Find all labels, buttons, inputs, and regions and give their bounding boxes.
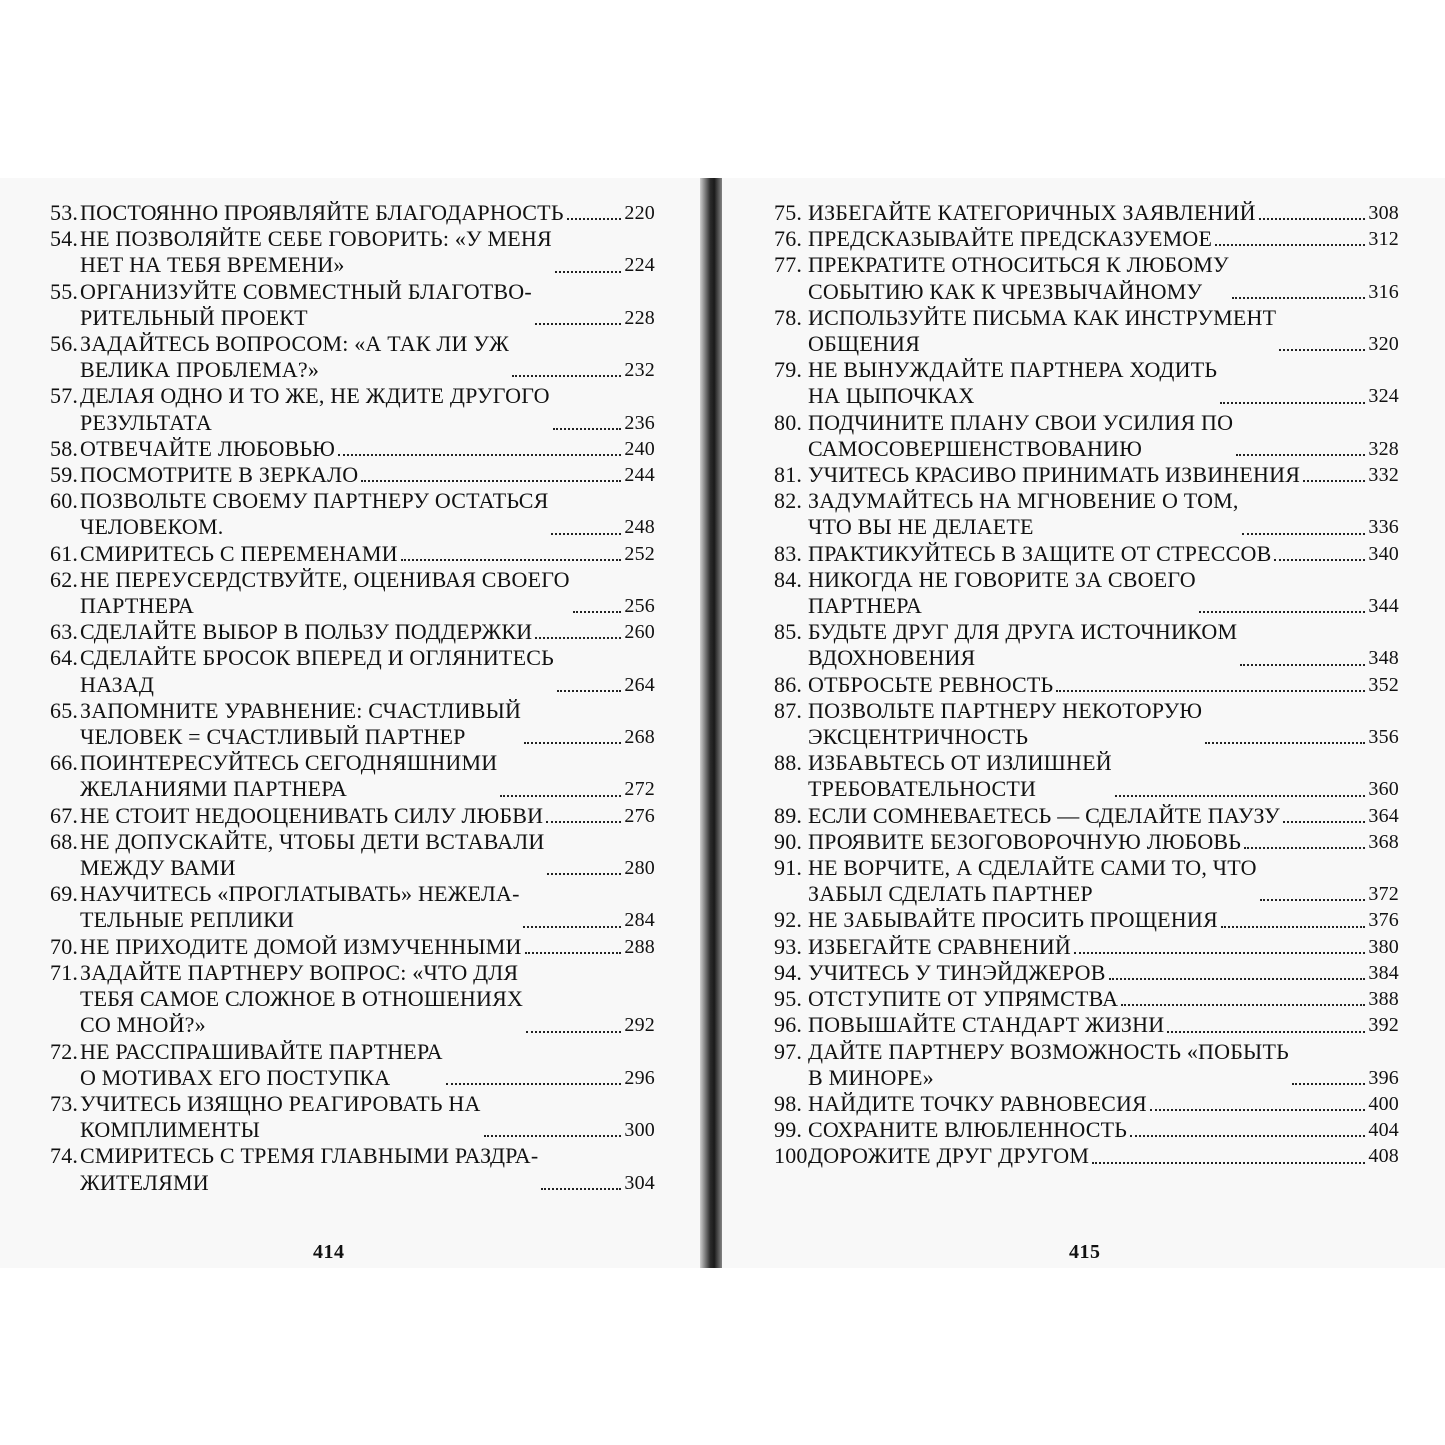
toc-entry-title: ПРЕКРАТИТЕ ОТНОСИТЬСЯ К ЛЮБОМУ СОБЫТИЮ КАК К ЧРЕЗВЫЧАЙНОМУ (808, 252, 1229, 304)
dot-leader (547, 873, 621, 875)
dot-leader (1109, 978, 1366, 980)
toc-entry (774, 1012, 1399, 1038)
toc-entry (774, 750, 1399, 802)
dot-leader (338, 454, 621, 456)
toc-entry-page: 292 (624, 1014, 655, 1037)
toc-entry-page: 324 (1368, 385, 1399, 408)
toc-entry-page: 396 (1368, 1066, 1399, 1089)
toc-entry-number: 70. (50, 933, 79, 959)
toc-entry-page: 328 (1368, 437, 1399, 460)
toc-entry-page: 272 (624, 778, 655, 801)
toc-entry-page: 252 (624, 542, 655, 565)
toc-entry-number: 57. (50, 383, 79, 409)
toc-entry-title: ИСПОЛЬЗУЙТЕ ПИСЬМА КАК ИНСТРУМЕНТ ОБЩЕНИЯ (808, 304, 1277, 357)
toc-list-left (50, 200, 655, 1196)
toc-entry-number: 53. (50, 200, 79, 225)
toc-entry (774, 357, 1399, 409)
toc-entry-title: СДЕЛАЙТЕ ВЫБОР В ПОЛЬЗУ ПОДДЕРЖКИ (80, 619, 533, 645)
toc-entry-number: 59. (50, 462, 79, 488)
toc-entry-page: 296 (624, 1066, 655, 1089)
toc-entry (774, 567, 1399, 619)
toc-entry-body (80, 1091, 655, 1143)
toc-entry-body (80, 279, 655, 331)
dot-leader (446, 1083, 622, 1085)
toc-entry-body (808, 698, 1399, 750)
toc-list-right (774, 200, 1399, 1170)
dot-leader (523, 926, 622, 928)
dot-leader (573, 611, 622, 613)
toc-entry (774, 698, 1399, 750)
toc-entry-body (808, 488, 1399, 540)
toc-entry-page: 240 (624, 437, 655, 460)
toc-entry-body (808, 619, 1399, 671)
toc-entry-title: ПРЕДСКАЗЫВАЙТЕ ПРЕДСКАЗУЕМОЕ (808, 226, 1213, 252)
toc-entry-body (80, 200, 655, 226)
dot-leader (546, 821, 621, 823)
toc-entry-number: 55. (50, 278, 79, 304)
toc-entry-title: ПОСТОЯННО ПРОЯВЛЯЙТЕ БЛАГОДАРНОСТЬ (80, 200, 564, 225)
toc-entry-number: 82. (774, 488, 803, 514)
toc-entry-number: 61. (50, 540, 79, 566)
toc-entry (50, 462, 655, 488)
dot-leader (500, 795, 621, 797)
toc-entry-page: 308 (1368, 202, 1399, 224)
dot-leader (1092, 1162, 1365, 1164)
toc-entry-page: 264 (624, 673, 655, 696)
toc-entry-page: 232 (624, 359, 655, 382)
toc-entry-title: НЕ СТОИТ НЕДООЦЕНИВАТЬ СИЛУ ЛЮБВИ (80, 802, 544, 828)
toc-entry-body (808, 357, 1399, 409)
toc-entry (50, 226, 655, 278)
toc-entry-page: 332 (1368, 464, 1399, 487)
dot-leader (1303, 480, 1365, 482)
toc-entry-title: УЧИТЕСЬ КРАСИВО ПРИНИМАТЬ ИЗВИНЕНИЯ (808, 462, 1301, 488)
toc-entry-number: 79. (774, 357, 803, 383)
toc-entry-number: 58. (50, 435, 79, 461)
toc-entry (50, 960, 655, 1039)
dot-leader (1236, 454, 1365, 456)
toc-entry (50, 829, 655, 881)
toc-entry-page: 228 (624, 306, 655, 329)
toc-entry-number: 68. (50, 828, 79, 854)
toc-entry-page: 220 (624, 202, 655, 224)
toc-entry-title: ЗАДАЙТЕ ПАРТНЕРУ ВОПРОС: «ЧТО ДЛЯ ТЕБЯ САМОЕ СЛОЖНОЕ В ОТНОШЕНИЯХ СО МНОЙ?» (80, 959, 524, 1038)
toc-entry (50, 331, 655, 383)
dot-leader (1056, 690, 1365, 692)
toc-entry-title: НЕ ПРИХОДИТЕ ДОМОЙ ИЗМУЧЕННЫМИ (80, 933, 522, 959)
toc-entry-body (80, 1039, 655, 1091)
dot-leader (1221, 926, 1366, 928)
dot-leader (1205, 742, 1365, 744)
toc-entry-body (80, 436, 655, 462)
toc-entry-body (80, 829, 655, 881)
toc-entry-body (808, 1117, 1399, 1143)
dot-leader (1115, 795, 1366, 797)
toc-entry-body (80, 645, 655, 697)
toc-entry-body (808, 672, 1399, 698)
toc-entry-title: СДЕЛАЙТЕ БРОСОК ВПЕРЕД И ОГЛЯНИТЕСЬ НАЗАД (80, 645, 554, 697)
page-number-right: 415 (1069, 1241, 1101, 1263)
toc-entry-number: 84. (774, 566, 803, 592)
toc-entry (774, 462, 1399, 488)
toc-entry-title: ПОДЧИНИТЕ ПЛАНУ СВОИ УСИЛИЯ ПО САМОСОВЕРШЕНСТВОВАНИЮ (808, 409, 1234, 461)
toc-entry-page: 320 (1368, 333, 1399, 356)
toc-entry-page: 368 (1368, 830, 1399, 853)
toc-entry-page: 336 (1368, 516, 1399, 539)
toc-entry-body (808, 1039, 1399, 1091)
toc-entry-body (80, 619, 655, 645)
toc-entry (774, 1117, 1399, 1143)
toc-entry-number: 93. (774, 933, 803, 959)
toc-entry-number: 81. (774, 462, 803, 488)
toc-entry-body (808, 803, 1399, 829)
toc-entry-page: 288 (624, 935, 655, 958)
toc-entry-title: НЕ ВОРЧИТЕ, А СДЕЛАЙТЕ САМИ ТО, ЧТО ЗАБЫЛ СДЕЛАТЬ ПАРТНЕР (808, 855, 1257, 907)
toc-entry-title: УЧИТЕСЬ ИЗЯЩНО РЕАГИРОВАТЬ НА КОМПЛИМЕНТЫ (80, 1090, 481, 1143)
toc-entry-title: НИКОГДА НЕ ГОВОРИТЕ ЗА СВОЕГО ПАРТНЕРА (808, 566, 1196, 619)
dot-leader (1292, 1083, 1365, 1085)
toc-entry (50, 567, 655, 619)
toc-entry-number: 91. (774, 855, 803, 881)
toc-entry-page: 312 (1368, 228, 1399, 251)
toc-entry-body (80, 881, 655, 933)
toc-entry-title: ОТБРОСЬТЕ РЕВНОСТЬ (808, 671, 1054, 697)
dot-leader (1259, 218, 1366, 220)
toc-entry-number: 100. (774, 1143, 814, 1169)
toc-entry-body (808, 1012, 1399, 1038)
toc-entry-body (80, 567, 655, 619)
dot-leader (1215, 244, 1365, 246)
toc-entry-number: 94. (774, 959, 803, 985)
toc-entry-title: ОТСТУПИТЕ ОТ УПРЯМСТВА (808, 986, 1119, 1012)
toc-entry-number: 73. (50, 1090, 79, 1116)
toc-entry-number: 85. (774, 619, 803, 645)
toc-entry-number: 89. (774, 802, 803, 828)
toc-entry-title: ЗАПОМНИТЕ УРАВНЕНИЕ: СЧАСТЛИВЫЙ ЧЕЛОВЕК = СЧАСТЛИВЫЙ ПАРТНЕР (80, 697, 522, 750)
toc-entry-title: ПОИНТЕРЕСУЙТЕСЬ СЕГОДНЯШНИМИ ЖЕЛАНИЯМИ ПАРТНЕРА (80, 750, 498, 802)
toc-entry (774, 200, 1399, 226)
dot-leader (553, 428, 622, 430)
toc-entry (774, 226, 1399, 252)
toc-entry (50, 698, 655, 750)
toc-entry (50, 881, 655, 933)
toc-entry-body (80, 803, 655, 829)
dot-leader (1167, 1031, 1365, 1033)
toc-entry-body (808, 541, 1399, 567)
toc-entry-page: 316 (1368, 280, 1399, 303)
toc-entry-body (808, 750, 1399, 802)
toc-entry-body (808, 567, 1399, 619)
toc-entry-title: ПОЗВОЛЬТЕ СВОЕМУ ПАРТНЕРУ ОСТАТЬСЯ ЧЕЛОВЕКОМ. (80, 488, 549, 540)
toc-entry-number: 92. (774, 907, 803, 933)
toc-entry-title: НАЙДИТЕ ТОЧКУ РАВНОВЕСИЯ (808, 1090, 1147, 1116)
toc-entry-number: 77. (774, 252, 803, 278)
toc-entry-body (80, 934, 655, 960)
toc-entry-body (808, 907, 1399, 933)
dot-leader (1274, 559, 1365, 561)
dot-leader (567, 218, 622, 220)
toc-entry-page: 284 (624, 909, 655, 932)
toc-entry-title: СОХРАНИТЕ ВЛЮБЛЕННОСТЬ (808, 1117, 1128, 1143)
toc-entry-number: 65. (50, 697, 79, 723)
toc-entry-page: 400 (1368, 1092, 1399, 1115)
toc-entry-number: 74. (50, 1143, 79, 1169)
toc-entry-body (808, 252, 1399, 304)
toc-entry (774, 934, 1399, 960)
toc-entry-number: 71. (50, 959, 79, 985)
dot-leader (526, 1031, 621, 1033)
toc-entry-title: ДОРОЖИТЕ ДРУГ ДРУГОМ (808, 1143, 1090, 1169)
toc-entry-title: НЕ ВЫНУЖДАЙТЕ ПАРТНЕРА ХОДИТЬ НА ЦЫПОЧКАХ (808, 357, 1218, 409)
toc-entry-body (80, 383, 655, 435)
toc-entry (774, 986, 1399, 1012)
toc-entry-page: 376 (1368, 909, 1399, 932)
toc-entry-page: 340 (1368, 542, 1399, 565)
toc-entry-page: 364 (1368, 804, 1399, 827)
toc-entry (774, 1143, 1399, 1169)
toc-entry-title: ДЕЛАЯ ОДНО И ТО ЖЕ, НЕ ЖДИТЕ ДРУГОГО РЕЗУЛЬТАТА (80, 383, 550, 435)
dot-leader (401, 559, 622, 561)
dot-leader (555, 271, 621, 273)
toc-entry (50, 1143, 655, 1195)
toc-entry-page: 304 (624, 1171, 655, 1194)
toc-entry-number: 60. (50, 488, 79, 514)
toc-entry-title: НАУЧИТЕСЬ «ПРОГЛАТЫВАТЬ» НЕЖЕЛА- ТЕЛЬНЫЕ РЕПЛИКИ (80, 881, 520, 933)
toc-entry-body (80, 960, 655, 1039)
toc-entry-body (808, 855, 1399, 907)
toc-entry-title: НЕ ДОПУСКАЙТЕ, ЧТОБЫ ДЕТИ ВСТАВАЛИ МЕЖДУ ВАМИ (80, 828, 545, 881)
dot-leader (1260, 899, 1366, 901)
toc-entry-number: 67. (50, 802, 79, 828)
toc-entry-title: НЕ ПЕРЕУСЕРДСТВУЙТЕ, ОЦЕНИВАЯ СВОЕГО ПАРТНЕРА (80, 566, 570, 619)
toc-entry-title: НЕ ПОЗВОЛЯЙТЕ СЕБЕ ГОВОРИТЬ: «У МЕНЯ НЕТ НА ТЕБЯ ВРЕМЕНИ» (80, 226, 552, 278)
toc-entry (774, 960, 1399, 986)
toc-entry-number: 72. (50, 1038, 79, 1064)
toc-entry-title: ИЗБЕГАЙТЕ СРАВНЕНИЙ (808, 933, 1071, 959)
toc-entry-body (808, 934, 1399, 960)
toc-entry-title: ЕСЛИ СОМНЕВАЕТЕСЬ — СДЕЛАЙТЕ ПАУЗУ (808, 802, 1280, 828)
toc-entry-number: 66. (50, 750, 79, 776)
toc-entry (774, 672, 1399, 698)
toc-entry-number: 96. (774, 1012, 803, 1038)
dot-leader (1279, 349, 1365, 351)
toc-entry-body (80, 462, 655, 488)
left-page (0, 178, 703, 1268)
toc-entry (774, 803, 1399, 829)
toc-entry (50, 383, 655, 435)
toc-entry-page: 384 (1368, 961, 1399, 984)
dot-leader (551, 533, 621, 535)
toc-entry-body (808, 1143, 1399, 1169)
toc-entry-body (808, 1091, 1399, 1117)
toc-entry-title: БУДЬТЕ ДРУГ ДЛЯ ДРУГА ИСТОЧНИКОМ ВДОХНОВЕНИЯ (808, 619, 1238, 671)
toc-entry (774, 488, 1399, 540)
page-number-left: 414 (313, 1241, 345, 1263)
toc-entry-page: 404 (1368, 1119, 1399, 1142)
toc-entry-page: 224 (624, 254, 655, 277)
toc-entry-title: ПОСМОТРИТЕ В ЗЕРКАЛО (80, 462, 359, 488)
toc-entry-title: СМИРИТЕСЬ С ТРЕМЯ ГЛАВНЫМИ РАЗДРА- ЖИТЕЛЯМИ (80, 1143, 539, 1195)
dot-leader (1232, 297, 1366, 299)
dot-leader (557, 690, 621, 692)
toc-entry (50, 934, 655, 960)
toc-entry-title: ДАЙТЕ ПАРТНЕРУ ВОЗМОЖНОСТЬ «ПОБЫТЬ В МИНОРЕ» (808, 1038, 1289, 1090)
toc-entry-body (80, 488, 655, 540)
toc-entry-title: НЕ ЗАБЫВАЙТЕ ПРОСИТЬ ПРОЩЕНИЯ (808, 907, 1218, 933)
toc-entry (50, 488, 655, 540)
dot-leader (541, 1188, 621, 1190)
dot-leader (1150, 1109, 1365, 1111)
dot-leader (1220, 402, 1365, 404)
toc-entry-page: 276 (624, 804, 655, 827)
toc-entry-page: 380 (1368, 935, 1399, 958)
toc-entry-page: 388 (1368, 988, 1399, 1011)
toc-entry-title: ОТВЕЧАЙТЕ ЛЮБОВЬЮ (80, 435, 336, 461)
toc-entry (774, 619, 1399, 671)
toc-entry-title: СМИРИТЕСЬ С ПЕРЕМЕНАМИ (80, 540, 398, 566)
toc-entry (50, 436, 655, 462)
toc-entry-title: ПРАКТИКУЙТЕСЬ В ЗАЩИТЕ ОТ СТРЕССОВ (808, 540, 1272, 566)
toc-entry-page: 352 (1368, 673, 1399, 696)
toc-entry-page: 348 (1368, 647, 1399, 670)
dot-leader (1240, 664, 1365, 666)
toc-entry (774, 907, 1399, 933)
toc-entry-body (808, 226, 1399, 252)
toc-entry-title: ЗАДАЙТЕСЬ ВОПРОСОМ: «А ТАК ЛИ УЖ ВЕЛИКА ПРОБЛЕМА?» (80, 331, 510, 383)
dot-leader (1244, 847, 1365, 849)
toc-entry-number: 62. (50, 566, 79, 592)
dot-leader (535, 323, 621, 325)
toc-entry-body (80, 331, 655, 383)
toc-entry (50, 279, 655, 331)
toc-entry-page: 236 (624, 411, 655, 434)
toc-entry-number: 97. (774, 1038, 803, 1064)
toc-entry-title: ПОВЫШАЙТЕ СТАНДАРТ ЖИЗНИ (808, 1012, 1165, 1038)
toc-entry-number: 75. (774, 200, 803, 225)
toc-entry-page: 360 (1368, 778, 1399, 801)
toc-entry-body (808, 410, 1399, 462)
dot-leader (525, 952, 622, 954)
toc-entry-title: ИЗБЕГАЙТЕ КАТЕГОРИЧНЫХ ЗАЯВЛЕНИЙ (808, 200, 1256, 225)
toc-entry-number: 90. (774, 828, 803, 854)
toc-entry-title: ПРОЯВИТЕ БЕЗОГОВОРОЧНУЮ ЛЮБОВЬ (808, 828, 1242, 854)
dot-leader (1130, 1135, 1365, 1137)
toc-entry-body (808, 960, 1399, 986)
toc-entry-number: 83. (774, 540, 803, 566)
dot-leader (1121, 1004, 1365, 1006)
toc-entry (774, 541, 1399, 567)
toc-entry-page: 408 (1368, 1145, 1399, 1168)
toc-entry-number: 78. (774, 304, 803, 330)
toc-entry-page: 268 (624, 726, 655, 749)
toc-entry-page: 392 (1368, 1014, 1399, 1037)
toc-entry-body (808, 200, 1399, 226)
toc-entry-number: 54. (50, 226, 79, 252)
toc-entry (50, 645, 655, 697)
toc-entry-page: 244 (624, 464, 655, 487)
toc-entry (50, 619, 655, 645)
right-page (722, 178, 1445, 1268)
dot-leader (1242, 533, 1366, 535)
dot-leader (524, 742, 621, 744)
toc-entry-number: 87. (774, 697, 803, 723)
toc-entry-number: 86. (774, 671, 803, 697)
dot-leader (361, 480, 621, 482)
toc-entry-body (80, 1143, 655, 1195)
toc-entry-page: 356 (1368, 726, 1399, 749)
toc-entry-number: 99. (774, 1117, 803, 1143)
toc-entry-page: 256 (624, 595, 655, 618)
dot-leader (484, 1135, 622, 1137)
toc-entry (50, 750, 655, 802)
toc-entry-number: 56. (50, 331, 79, 357)
toc-entry-number: 64. (50, 645, 79, 671)
book-spread (0, 178, 1445, 1268)
dot-leader (1283, 821, 1365, 823)
toc-entry-body (80, 226, 655, 278)
toc-entry-body (808, 305, 1399, 357)
toc-entry-body (808, 986, 1399, 1012)
toc-entry (774, 305, 1399, 357)
toc-entry-page: 248 (624, 516, 655, 539)
toc-entry (50, 1039, 655, 1091)
toc-entry-body (80, 750, 655, 802)
toc-entry (774, 410, 1399, 462)
toc-entry-number: 63. (50, 619, 79, 645)
toc-entry (774, 1039, 1399, 1091)
toc-entry-title: ОРГАНИЗУЙТЕ СОВМЕСТНЫЙ БЛАГОТВО- РИТЕЛЬНЫЙ ПРОЕКТ (80, 278, 532, 330)
toc-entry-body (808, 829, 1399, 855)
toc-entry-page: 260 (624, 621, 655, 644)
toc-entry (50, 803, 655, 829)
toc-entry-number: 98. (774, 1090, 803, 1116)
toc-entry-page: 300 (624, 1119, 655, 1142)
toc-entry-number: 80. (774, 409, 803, 435)
toc-entry-page: 372 (1368, 883, 1399, 906)
toc-entry-title: ЗАДУМАЙТЕСЬ НА МГНОВЕНИЕ О ТОМ, ЧТО ВЫ НЕ ДЕЛАЕТЕ (808, 488, 1239, 540)
toc-entry-body (80, 541, 655, 567)
toc-entry (774, 1091, 1399, 1117)
toc-entry-number: 76. (774, 226, 803, 252)
toc-entry (774, 829, 1399, 855)
dot-leader (1074, 952, 1365, 954)
toc-entry-body (808, 462, 1399, 488)
toc-entry (50, 541, 655, 567)
toc-entry-number: 95. (774, 986, 803, 1012)
toc-entry-body (80, 698, 655, 750)
toc-entry (774, 855, 1399, 907)
toc-entry-title: УЧИТЕСЬ У ТИНЭЙДЖЕРОВ (808, 959, 1106, 985)
toc-entry-page: 280 (624, 857, 655, 880)
toc-entry-title: ИЗБАВЬТЕСЬ ОТ ИЗЛИШНЕЙ ТРЕБОВАТЕЛЬНОСТИ (808, 750, 1112, 802)
toc-entry (50, 200, 655, 226)
toc-entry-number: 69. (50, 881, 79, 907)
toc-entry-title: ПОЗВОЛЬТЕ ПАРТНЕРУ НЕКОТОРУЮ ЭКСЦЕНТРИЧНОСТЬ (808, 697, 1203, 750)
dot-leader (535, 637, 621, 639)
toc-entry (774, 252, 1399, 304)
dot-leader (1199, 611, 1366, 613)
toc-entry-title: НЕ РАССПРАШИВАЙТЕ ПАРТНЕРА О МОТИВАХ ЕГО ПОСТУПКА (80, 1038, 443, 1090)
toc-entry-number: 88. (774, 750, 803, 776)
toc-entry-page: 344 (1368, 595, 1399, 618)
toc-entry (50, 1091, 655, 1143)
dot-leader (512, 375, 621, 377)
